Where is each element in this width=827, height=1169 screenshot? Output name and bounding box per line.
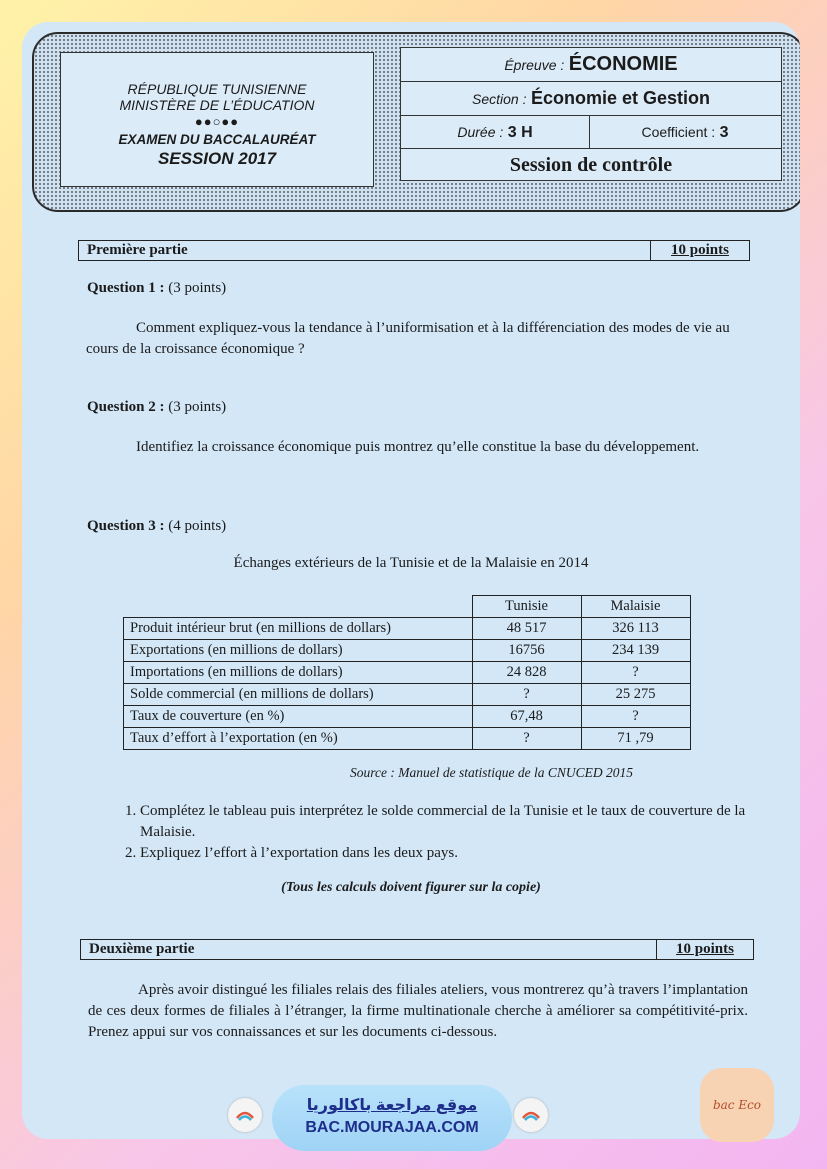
question3-points: (4 points) [168, 518, 227, 534]
cell-malaisie: ? [581, 662, 690, 684]
coefficient-value: 3 [719, 124, 729, 141]
part2-bar [80, 939, 754, 960]
dots-ornament: ●●○●● [194, 114, 240, 129]
cell-malaisie: ? [581, 706, 690, 728]
table-row [124, 728, 691, 750]
part2-text-block [88, 980, 748, 1043]
question2-points: (3 points) [168, 399, 227, 415]
task-item: 2. Expliquez l’effort à l’exportation dans les deux pays. [140, 843, 770, 864]
duration-coefficient-row [401, 116, 781, 149]
cell-tunisie: 16756 [472, 640, 581, 662]
coefficient-cell [590, 116, 780, 148]
header-institution-box [60, 52, 374, 187]
row-label: Solde commercial (en millions de dollars) [124, 684, 473, 706]
section-value: Économie et Gestion [530, 88, 710, 108]
row-label: Exportations (en millions de dollars) [124, 640, 473, 662]
exam-header [32, 32, 800, 212]
part2-points: 10 points [656, 940, 753, 959]
question1-points: (3 points) [168, 280, 227, 296]
epreuve-value: ÉCONOMIE [568, 53, 678, 75]
exam-label: EXAMEN DU BACCALAURÉAT [118, 132, 316, 147]
task-item: 1. Complétez le tableau puis interprétez le solde commercial de la Tunisie et le taux de couverture de la Malaisie. [140, 801, 770, 843]
question1-text: Comment expliquez-vous la tendance à l’uniformisation et à la différenciation des modes de vie au cours de la croissance économique ? [86, 320, 730, 357]
question1-label: Question 1 : [87, 280, 165, 296]
cell-malaisie: 25 275 [581, 684, 690, 706]
cell-malaisie: 326 113 [581, 618, 690, 640]
promo-banner[interactable] [272, 1085, 512, 1151]
cell-malaisie: 71 ,79 [581, 728, 690, 750]
part1-bar [78, 240, 750, 261]
table-row [124, 640, 691, 662]
session-type-row [401, 149, 781, 180]
question3-heading [87, 518, 226, 535]
cell-tunisie: 67,48 [472, 706, 581, 728]
question3-tasks [110, 801, 770, 864]
question2-label: Question 2 : [87, 399, 165, 415]
section-row [401, 82, 781, 116]
part1-points: 10 points [650, 241, 749, 260]
promo-site-link[interactable]: BAC.MOURAJAA.COM [305, 1119, 479, 1136]
exam-page [22, 22, 800, 1139]
table-caption: Échanges extérieurs de la Tunisie et de la Malaisie en 2014 [233, 555, 589, 571]
brand-logo-icon [514, 1098, 548, 1132]
question1-text-block [86, 318, 746, 360]
table-row [124, 662, 691, 684]
question1-heading [87, 280, 226, 297]
duration-label: Durée : [457, 124, 504, 140]
brand-logo-icon [228, 1098, 262, 1132]
table-header-row [124, 596, 691, 618]
cell-tunisie: ? [472, 728, 581, 750]
promo-arabic-title: موقع مراجعة باكالوريا [306, 1097, 478, 1114]
question2-text: Identifiez la croissance économique puis montrez qu’elle constitue la base du développement. [136, 439, 700, 455]
duration-value: 3 H [507, 124, 533, 141]
calculation-note: (Tous les calculs doivent figurer sur la copie) [281, 880, 541, 895]
row-label: Taux d’effort à l’exportation (en %) [124, 728, 473, 750]
trade-data-table [123, 595, 691, 750]
cell-tunisie: 48 517 [472, 618, 581, 640]
republic-label: RÉPUBLIQUE TUNISIENNE [127, 81, 307, 97]
table-source: Source : Manuel de statistique de la CNUCED 2015 [350, 765, 633, 780]
table-row [124, 618, 691, 640]
column-header-tunisie: Tunisie [472, 596, 581, 618]
row-label: Taux de couverture (en %) [124, 706, 473, 728]
part1-title: Première partie [87, 242, 188, 258]
session-type: Session de contrôle [509, 154, 673, 176]
row-label: Produit intérieur brut (en millions de dollars) [124, 618, 473, 640]
question2-heading [87, 399, 226, 416]
section-label: Section : [472, 91, 527, 107]
ministry-label: MINISTÈRE DE L’ÉDUCATION [119, 97, 315, 113]
session-year: SESSION 2017 [157, 149, 277, 168]
row-label: Importations (en millions de dollars) [124, 662, 473, 684]
column-header-malaisie: Malaisie [581, 596, 690, 618]
table-row [124, 706, 691, 728]
epreuve-label: Épreuve : [504, 57, 565, 73]
question3-label: Question 3 : [87, 518, 165, 534]
epreuve-row [401, 48, 781, 82]
question2-text-block [86, 437, 746, 458]
cell-tunisie: ? [472, 684, 581, 706]
cell-tunisie: 24 828 [472, 662, 581, 684]
duration-cell [401, 116, 590, 148]
part2-title: Deuxième partie [89, 941, 195, 957]
bac-eco-badge: bac Eco [700, 1068, 774, 1142]
part2-text: Après avoir distingué les filiales relais des filiales ateliers, vous montrerez qu’à travers l’implantation de ces deux formes de filiales à l’étranger, la firme multinationale cherche à améliorer sa compétitivité-prix. Prenez appui sur vos connaissances et sur les documents ci-dessous. [88, 982, 748, 1040]
coefficient-label: Coefficient : [641, 124, 716, 140]
table-row [124, 684, 691, 706]
header-exam-info-box [400, 47, 782, 181]
cell-malaisie: 234 139 [581, 640, 690, 662]
